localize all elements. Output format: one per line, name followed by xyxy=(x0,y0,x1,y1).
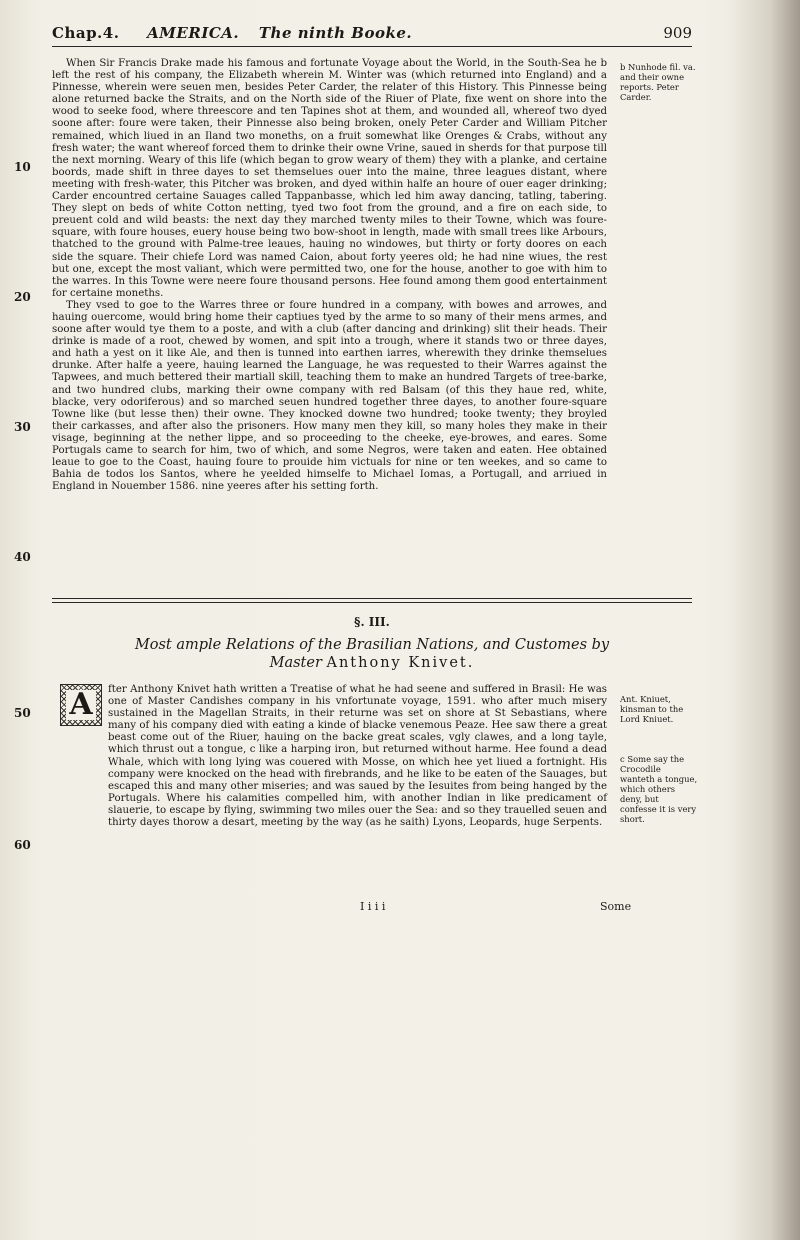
paragraph: They vsed to goe to the Warres three or foure hundred in a company, with bowes and arrowes, and hauing ouercome, would bring home their captiues tyed by the arme to so many of their mens armes, and soone after would tye them to a poste, and with a club (after dancing and drinking) slit their heads. Their drinke is made of a root, chewed by women, and spit into a trough, where it stands two or three dayes, and hath a yest on it like Ale, and then is tunned into earthen iarres, wherewith they drinke themselues drunke. After halfe a yeere, hauing learned the Language, he was requested to their Warres against the Tapwees, and much bettered their martiall skill, teaching them to make an hundred Targets of tree-barke, and two hundred clubs, marking their owne company with red Balsam (of this they haue red, white, blacke, very odoriferous) and so marched seuen hundred together three dayes, to another foure-square Towne like (but lesse then) their owne. They knocked downe two hundred; tooke twenty; they broyled their carkasses, and after also the prisoners. How many men they kill, so many holes they make in their visage, beginning at the nether lippe, and so proceeding to the cheeke, eye-browes, and eares. Some Portugals came to search for him, two of which, and some Negros, were taken and eaten. Hee obtained leaue to goe to the Coast, hauing foure to prouide him victuals for nine or ten weekes, and so came to Bahia de todos los Santos, where he yeelded himselfe to Michael Iomas, a Portugall, and arriued in England in Nouember 1586. nine yeeres after his setting forth. xyxy=(52,299,607,493)
paragraph: When Sir Francis Drake made his famous and fortunate Voyage about the World, in the South-Sea he b left the rest of his company, the Elizabeth wherein M. Winter was (which returned into England) and a Pinnesse, wherein were seuen men, besides Peter Carder, the relater of this History. This Pinnesse being alone returned backe the Straits, and on the North side of the Riuer of Plate, fixe went on shore into the wood to seeke food, where threescore and ten Tapines shot at them, and wounded all, whereof two dyed soone after: foure were taken, their Pinnesse also being broken, onely Peter Carder and William Pitcher remained, which liued in an Iland two moneths, on a fruit somewhat like Orenges & Crabs, without any fresh water; the want whereof forced them to drinke their owne Vrine, saued in sherds for that purpose till the next morning. Weary of this life (which began to grow weary of them) they with a planke, and certaine boords, made shift in three dayes to set themselues ouer into the maine, three leagues distant, where meeting with fresh-water, this Pitcher was broken, and dyed within halfe an houre of ouer eager drinking; Carder encountred certaine Sauages called Tappanbasse, which led him away dancing, tatling, tabering. They slept on beds of white Cotton netting, tyed two foot from the ground, and a fire on each side, to preuent cold and wild beasts: the next day they marched twenty miles to their Towne, which was foure-square, with foure houses, euery house being two bow-shoot in length, made with small trees like Arbours, thatched to the ground with Palme-tree leaues, hauing no windowes, but thirty or forty doores on each side the square. Their chiefe Lord was named Caion, about forty yeeres old; he had nine wiues, the rest but one, except the most valiant, which were permitted two, one for the house, another to goe with him to the warres. In this Towne were neere foure thousand persons. Hee found among them good entertainment for certaine moneths. xyxy=(52,58,607,299)
line-number: 60 xyxy=(14,838,31,852)
book-label: The ninth Booke. xyxy=(258,24,413,42)
line-number: 10 xyxy=(14,160,31,174)
margin-notes-2 xyxy=(620,694,698,832)
page-binding-shadow xyxy=(730,0,800,1240)
line-number: 50 xyxy=(14,706,31,720)
section-2-text xyxy=(108,684,607,829)
margin-note: b Nunhode fil. va. and their owne reports. Peter Carder. xyxy=(620,62,696,102)
margin-note: Ant. Kniuet, kinsman to the Lord Kniuet. xyxy=(620,694,684,724)
catchword: Some xyxy=(600,900,632,913)
running-title: AMERICA. xyxy=(147,24,240,42)
chapter-label: Chap.4. xyxy=(52,24,120,42)
section-title: Most ample Relations of the Brasilian Nations, and Customes by Master Anthony Knivet. xyxy=(134,637,610,671)
line-number: 40 xyxy=(14,550,31,564)
paragraph: fter Anthony Knivet hath written a Treatise of what he had seene and suffered in Brasil: He was one of Master Candishes company in his vnfortunate voyage, 1591. who after much misery sustained in the Magellan Straits, in their returne was set on shore at St Sebastians, where many of his company died with eating a kinde of blacke venemous Peaze. Hee saw there a great beast come out of the Riuer, hauing on the backe great scales, vgly clawes, and a long tayle, which thrust out a tongue, c like a harping iron, but returned without harme. Hee found a dead Whale, which with long lying was couered with Mosse, on which hee yet liued a fortnight. His company were knocked on the head with firebrands, and he like to be eaten of the Sauages, but escaped this and many other miseries; and was saued by the Iesuites from being hanged by the Portugals. Where his calamities compelled him, with another Indian in like predicament of slauerie, to escape by flying, swimming two miles ouer the Sea: and so they trauelled seuen and thirty dayes thorow a desart, meeting by the way (as he saith) Lyons, Leopards, huge Serpents. xyxy=(108,684,607,829)
running-header xyxy=(52,22,692,48)
header-rule xyxy=(52,46,692,47)
margin-notes-1 xyxy=(620,62,698,110)
section-1-text xyxy=(52,58,607,493)
drop-cap: A xyxy=(60,684,102,726)
margin-note: c Some say the Crocodile wanteth a tongue, which others deny, but confesse it is very short. xyxy=(620,754,698,824)
signature-mark: I i i i xyxy=(360,900,386,913)
line-number: 30 xyxy=(14,420,31,434)
line-number: 20 xyxy=(14,290,31,304)
section-mark: §. III. xyxy=(354,615,390,629)
section-divider xyxy=(52,598,692,603)
page-number: 909 xyxy=(663,24,692,42)
